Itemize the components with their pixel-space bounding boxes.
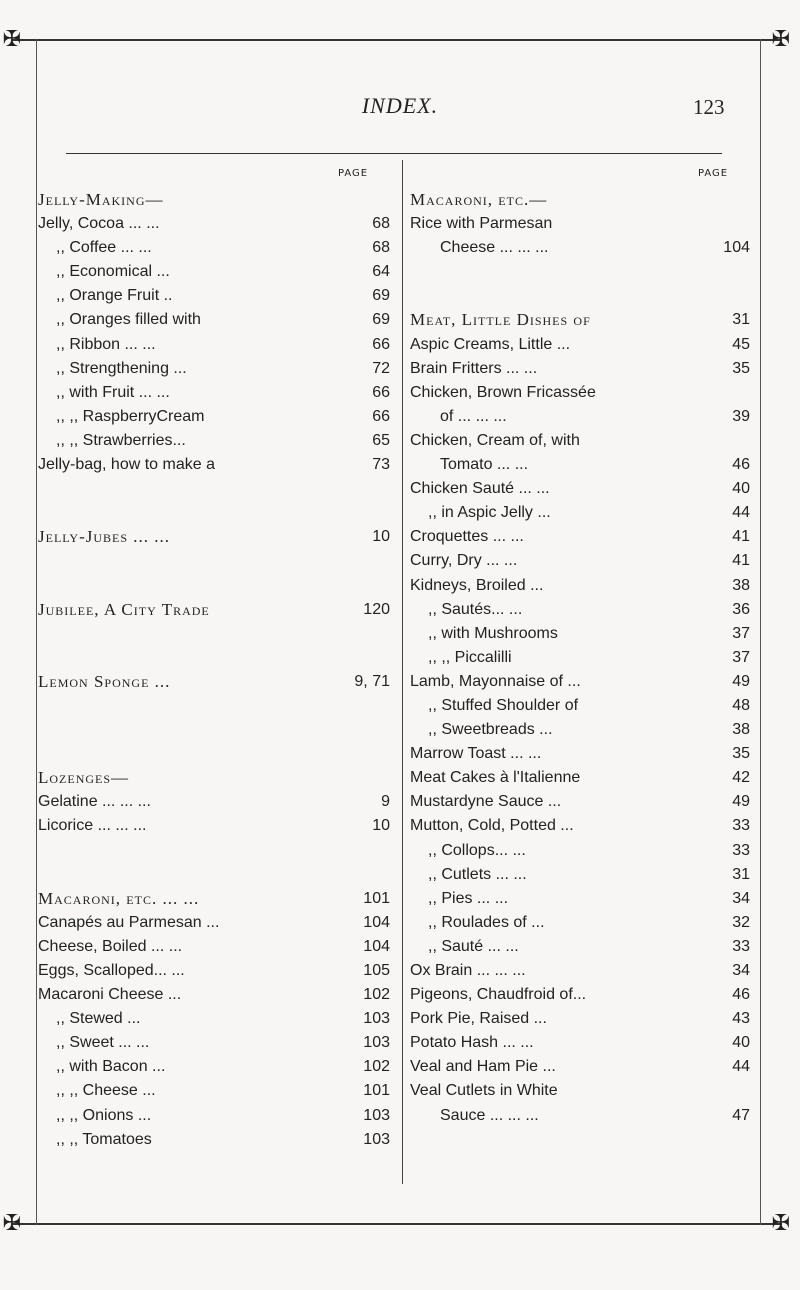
entry-page: 101 bbox=[363, 889, 390, 907]
entry-text: Jelly, Cocoa ... ... bbox=[38, 215, 160, 233]
entry-text: ,, Collops... ... bbox=[428, 841, 526, 859]
index-entry bbox=[38, 381, 390, 405]
column-divider bbox=[402, 160, 403, 1184]
entry-text: Sauce ... ... ... bbox=[440, 1106, 539, 1124]
entry-text: of ... ... ... bbox=[440, 407, 507, 425]
index-entry bbox=[38, 525, 390, 549]
entry-page: 49 bbox=[732, 672, 750, 690]
index-entry bbox=[410, 1007, 750, 1031]
corner-cross-icon: ✠ bbox=[771, 27, 791, 52]
spacer bbox=[38, 863, 390, 887]
entry-text: Curry, Dry ... ... bbox=[410, 552, 518, 570]
index-entry bbox=[410, 911, 750, 935]
spacer bbox=[38, 477, 390, 501]
index-entry bbox=[410, 887, 750, 911]
entry-page: 66 bbox=[372, 335, 390, 353]
entry-page: 36 bbox=[732, 600, 750, 618]
index-entry bbox=[38, 1031, 390, 1055]
index-entry bbox=[410, 646, 750, 670]
index-entry bbox=[410, 718, 750, 742]
entry-text: Cheese, Boiled ... ... bbox=[38, 937, 183, 955]
entry-text: Chicken, Brown Fricassée bbox=[410, 383, 596, 401]
entry-page: 44 bbox=[732, 504, 750, 522]
entry-text: Jubilee, A City Trade bbox=[38, 599, 210, 619]
entry-page: 32 bbox=[732, 913, 750, 931]
entry-page: 37 bbox=[732, 648, 750, 666]
index-entry bbox=[38, 598, 390, 622]
entry-text: ,, Sweet ... ... bbox=[56, 1034, 150, 1052]
entry-page: 104 bbox=[723, 239, 750, 257]
entry-text: Eggs, Scalloped... ... bbox=[38, 962, 185, 979]
entry-text: Jelly-Jubes ... ... bbox=[38, 527, 171, 547]
entry-text: ,, Oranges filled with bbox=[56, 311, 201, 329]
index-entry bbox=[38, 453, 390, 477]
index-entry bbox=[38, 284, 390, 308]
entry-page: 104 bbox=[363, 937, 390, 955]
entry-text: Kidneys, Broiled ... bbox=[410, 576, 544, 594]
index-entry bbox=[38, 1007, 390, 1031]
entry-page: 46 bbox=[732, 456, 750, 474]
index-entry bbox=[38, 1055, 390, 1079]
index-entry bbox=[410, 357, 750, 381]
index-entry bbox=[38, 1128, 390, 1152]
spacer bbox=[38, 839, 390, 863]
entry-page: 69 bbox=[372, 287, 390, 305]
index-entry bbox=[38, 308, 390, 332]
index-entry bbox=[410, 1079, 750, 1103]
index-entry bbox=[410, 1055, 750, 1079]
entry-page: 42 bbox=[732, 769, 750, 787]
entry-page: 40 bbox=[732, 480, 750, 498]
frame-right-rule bbox=[760, 39, 761, 1225]
index-entry bbox=[410, 236, 750, 260]
index-entry bbox=[410, 477, 750, 501]
entry-page: 103 bbox=[363, 1106, 390, 1124]
index-entry bbox=[410, 381, 750, 405]
entry-page: 10 bbox=[372, 528, 390, 546]
entry-page: 31 bbox=[732, 865, 750, 883]
index-entry bbox=[410, 525, 750, 549]
entry-page: 10 bbox=[372, 817, 390, 835]
entry-text: ,, Stewed ... bbox=[56, 1010, 141, 1028]
frame-bottom-rule bbox=[12, 1223, 782, 1225]
frame-top-rule bbox=[12, 39, 782, 41]
entry-text: ,, Pies ... ... bbox=[428, 889, 509, 907]
entry-text: Mutton, Cold, Potted ... bbox=[410, 817, 574, 835]
entry-page: 44 bbox=[732, 1058, 750, 1076]
spacer bbox=[38, 718, 390, 742]
entry-page: 64 bbox=[372, 263, 390, 281]
entry-text: Ox Brain ... ... ... bbox=[410, 962, 526, 979]
entry-page: 41 bbox=[732, 552, 750, 570]
index-entry bbox=[38, 814, 390, 838]
spacer bbox=[38, 622, 390, 646]
entry-text: Aspic Creams, Little ... bbox=[410, 335, 571, 353]
index-entry bbox=[410, 501, 750, 525]
entry-text: ,, Sauté ... ... bbox=[428, 937, 519, 955]
entry-text: Croquettes ... ... bbox=[410, 528, 524, 546]
entry-page: 102 bbox=[363, 986, 390, 1004]
page-number: 123 bbox=[693, 95, 725, 119]
index-entry bbox=[38, 260, 390, 284]
entry-text: ,, Cutlets ... ... bbox=[428, 865, 527, 883]
entry-page: 48 bbox=[732, 696, 750, 714]
entry-page: 68 bbox=[372, 239, 390, 257]
entry-page: 72 bbox=[372, 359, 390, 377]
index-entry bbox=[38, 405, 390, 429]
index-entry bbox=[410, 549, 750, 573]
index-entry bbox=[410, 333, 750, 357]
entry-text: Cheese ... ... ... bbox=[440, 239, 549, 257]
entry-text: Meat, Little Dishes of bbox=[410, 310, 591, 330]
entry-page: 101 bbox=[363, 1082, 390, 1100]
entry-page: 33 bbox=[732, 937, 750, 955]
index-entry bbox=[38, 790, 390, 814]
entry-text: Marrow Toast ... ... bbox=[410, 745, 542, 763]
entry-page: 40 bbox=[732, 1034, 750, 1052]
entry-text: Lamb, Mayonnaise of ... bbox=[410, 672, 581, 690]
entry-page: 68 bbox=[372, 215, 390, 233]
index-entry bbox=[410, 742, 750, 766]
page-column-label-right: PAGE bbox=[698, 168, 729, 179]
entry-text: ,, ,, Strawberries... bbox=[56, 431, 186, 449]
index-entry bbox=[38, 887, 390, 911]
spacer bbox=[38, 574, 390, 598]
entry-text: ,, with Fruit ... ... bbox=[56, 383, 170, 401]
entry-page: 41 bbox=[732, 528, 750, 546]
index-entry bbox=[38, 935, 390, 959]
entry-text: Lozenges— bbox=[38, 768, 130, 788]
index-entry bbox=[38, 766, 390, 790]
index-entry bbox=[410, 429, 750, 453]
entry-page: 39 bbox=[732, 407, 750, 425]
index-entry bbox=[38, 212, 390, 236]
entry-text: Rice with Parmesan bbox=[410, 215, 553, 233]
spacer bbox=[410, 284, 750, 308]
index-entry bbox=[38, 429, 390, 453]
entry-text: ,, Ribbon ... ... bbox=[56, 335, 156, 353]
entry-page: 33 bbox=[732, 841, 750, 859]
spacer bbox=[38, 694, 390, 718]
entry-text: Mustardyne Sauce ... bbox=[410, 793, 562, 811]
entry-page: 9, 71 bbox=[354, 672, 390, 690]
entry-page: 34 bbox=[732, 889, 750, 907]
entry-text: Chicken, Cream of, with bbox=[410, 431, 580, 449]
spacer bbox=[410, 260, 750, 284]
index-entry bbox=[410, 839, 750, 863]
index-entry bbox=[38, 357, 390, 381]
entry-page: 65 bbox=[372, 431, 390, 449]
index-entry bbox=[410, 814, 750, 838]
entry-text: ,, Coffee ... ... bbox=[56, 239, 152, 257]
entry-text: Macaroni, etc.— bbox=[410, 190, 548, 209]
index-entry bbox=[38, 983, 390, 1007]
entry-text: Potato Hash ... ... bbox=[410, 1034, 534, 1052]
entry-page: 37 bbox=[732, 624, 750, 642]
index-entry bbox=[38, 959, 390, 983]
entry-page: 73 bbox=[372, 456, 390, 474]
entry-page: 103 bbox=[363, 1130, 390, 1148]
entry-text: ,, ,, RaspberryCream bbox=[56, 407, 205, 425]
entry-text: Veal Cutlets in White bbox=[410, 1082, 558, 1100]
index-entry bbox=[38, 333, 390, 357]
index-entry bbox=[410, 622, 750, 646]
entry-text: ,, Strengthening ... bbox=[56, 359, 187, 377]
entry-page: 66 bbox=[372, 383, 390, 401]
entry-text: Macaroni Cheese ... bbox=[38, 986, 182, 1004]
index-entry bbox=[410, 1104, 750, 1128]
entry-page: 33 bbox=[732, 817, 750, 835]
entry-page: 105 bbox=[363, 962, 390, 979]
index-entry bbox=[38, 911, 390, 935]
entry-page: 38 bbox=[732, 721, 750, 739]
entry-text: ,, Sweetbreads ... bbox=[428, 721, 553, 739]
entry-text: Chicken Sauté ... ... bbox=[410, 480, 550, 498]
entry-text: Jelly-bag, how to make a bbox=[38, 456, 215, 474]
spacer bbox=[38, 742, 390, 766]
entry-page: 120 bbox=[363, 600, 390, 618]
entry-page: 34 bbox=[732, 962, 750, 979]
index-entry bbox=[38, 236, 390, 260]
entry-page: 102 bbox=[363, 1058, 390, 1076]
corner-cross-icon: ✠ bbox=[771, 1211, 791, 1236]
corner-cross-icon: ✠ bbox=[2, 1211, 22, 1236]
index-entry bbox=[410, 308, 750, 332]
frame-left-rule bbox=[36, 39, 37, 1225]
index-entry bbox=[410, 790, 750, 814]
index-entry bbox=[410, 188, 750, 212]
entry-text: Brain Fritters ... ... bbox=[410, 359, 538, 377]
entry-text: ,, ,, Onions ... bbox=[56, 1106, 152, 1124]
index-entry bbox=[38, 188, 390, 212]
index-entry bbox=[410, 405, 750, 429]
index-entry bbox=[410, 863, 750, 887]
entry-text: ,, ,, Cheese ... bbox=[56, 1082, 156, 1100]
index-entry bbox=[410, 935, 750, 959]
entry-text: ,, Orange Fruit .. bbox=[56, 287, 173, 305]
entry-text: Macaroni, etc. ... ... bbox=[38, 888, 200, 908]
index-entry bbox=[38, 1079, 390, 1103]
entry-text: Licorice ... ... ... bbox=[38, 817, 147, 835]
entry-page: 38 bbox=[732, 576, 750, 594]
index-column-left bbox=[38, 188, 390, 1152]
running-title: INDEX. bbox=[361, 93, 439, 118]
index-entry bbox=[410, 598, 750, 622]
index-entry bbox=[410, 959, 750, 983]
entry-text: ,, Stuffed Shoulder of bbox=[428, 696, 579, 714]
entry-text: Canapés au Parmesan ... bbox=[38, 913, 220, 931]
entry-text: ,, with Mushrooms bbox=[428, 624, 558, 642]
entry-page: 43 bbox=[732, 1010, 750, 1028]
entry-text: Meat Cakes à l'Italienne bbox=[410, 769, 581, 787]
index-column-right bbox=[410, 188, 750, 1128]
entry-text: Veal and Ham Pie ... bbox=[410, 1058, 556, 1076]
entry-text: ,, in Aspic Jelly ... bbox=[428, 504, 551, 522]
header-rule bbox=[66, 153, 722, 154]
entry-text: ,, Roulades of ... bbox=[428, 913, 545, 931]
entry-text: Lemon Sponge ... bbox=[38, 671, 171, 691]
index-entry bbox=[410, 983, 750, 1007]
index-entry bbox=[410, 453, 750, 477]
index-entry bbox=[38, 670, 390, 694]
spacer bbox=[38, 549, 390, 573]
entry-page: 35 bbox=[732, 359, 750, 377]
entry-text: Gelatine ... ... ... bbox=[38, 793, 151, 811]
entry-text: Pork Pie, Raised ... bbox=[410, 1010, 547, 1028]
entry-page: 46 bbox=[732, 986, 750, 1004]
entry-page: 45 bbox=[732, 335, 750, 353]
index-entry bbox=[410, 670, 750, 694]
corner-cross-icon: ✠ bbox=[2, 27, 22, 52]
entry-text: Tomato ... ... bbox=[440, 456, 529, 474]
entry-text: Jelly-Making— bbox=[38, 190, 164, 209]
index-entry bbox=[38, 1104, 390, 1128]
entry-page: 103 bbox=[363, 1010, 390, 1028]
index-entry bbox=[410, 212, 750, 236]
entry-page: 31 bbox=[732, 311, 750, 329]
entry-page: 49 bbox=[732, 793, 750, 811]
index-entry bbox=[410, 766, 750, 790]
page-column-label-left: PAGE bbox=[338, 168, 369, 179]
entry-text: ,, Sautés... ... bbox=[428, 600, 523, 618]
entry-text: ,, ,, Tomatoes bbox=[56, 1130, 152, 1148]
entry-text: Pigeons, Chaudfroid of... bbox=[410, 986, 587, 1004]
entry-text: ,, Economical ... bbox=[56, 263, 170, 281]
spacer bbox=[38, 501, 390, 525]
entry-page: 69 bbox=[372, 311, 390, 329]
index-entry bbox=[410, 1031, 750, 1055]
spacer bbox=[38, 646, 390, 670]
entry-text: ,, ,, Piccalilli bbox=[428, 648, 512, 666]
entry-page: 35 bbox=[732, 745, 750, 763]
entry-page: 47 bbox=[732, 1106, 750, 1124]
index-entry bbox=[410, 694, 750, 718]
entry-page: 66 bbox=[372, 407, 390, 425]
entry-page: 9 bbox=[381, 793, 390, 811]
entry-page: 103 bbox=[363, 1034, 390, 1052]
index-entry bbox=[410, 574, 750, 598]
entry-text: ,, with Bacon ... bbox=[56, 1058, 166, 1076]
entry-page: 104 bbox=[363, 913, 390, 931]
